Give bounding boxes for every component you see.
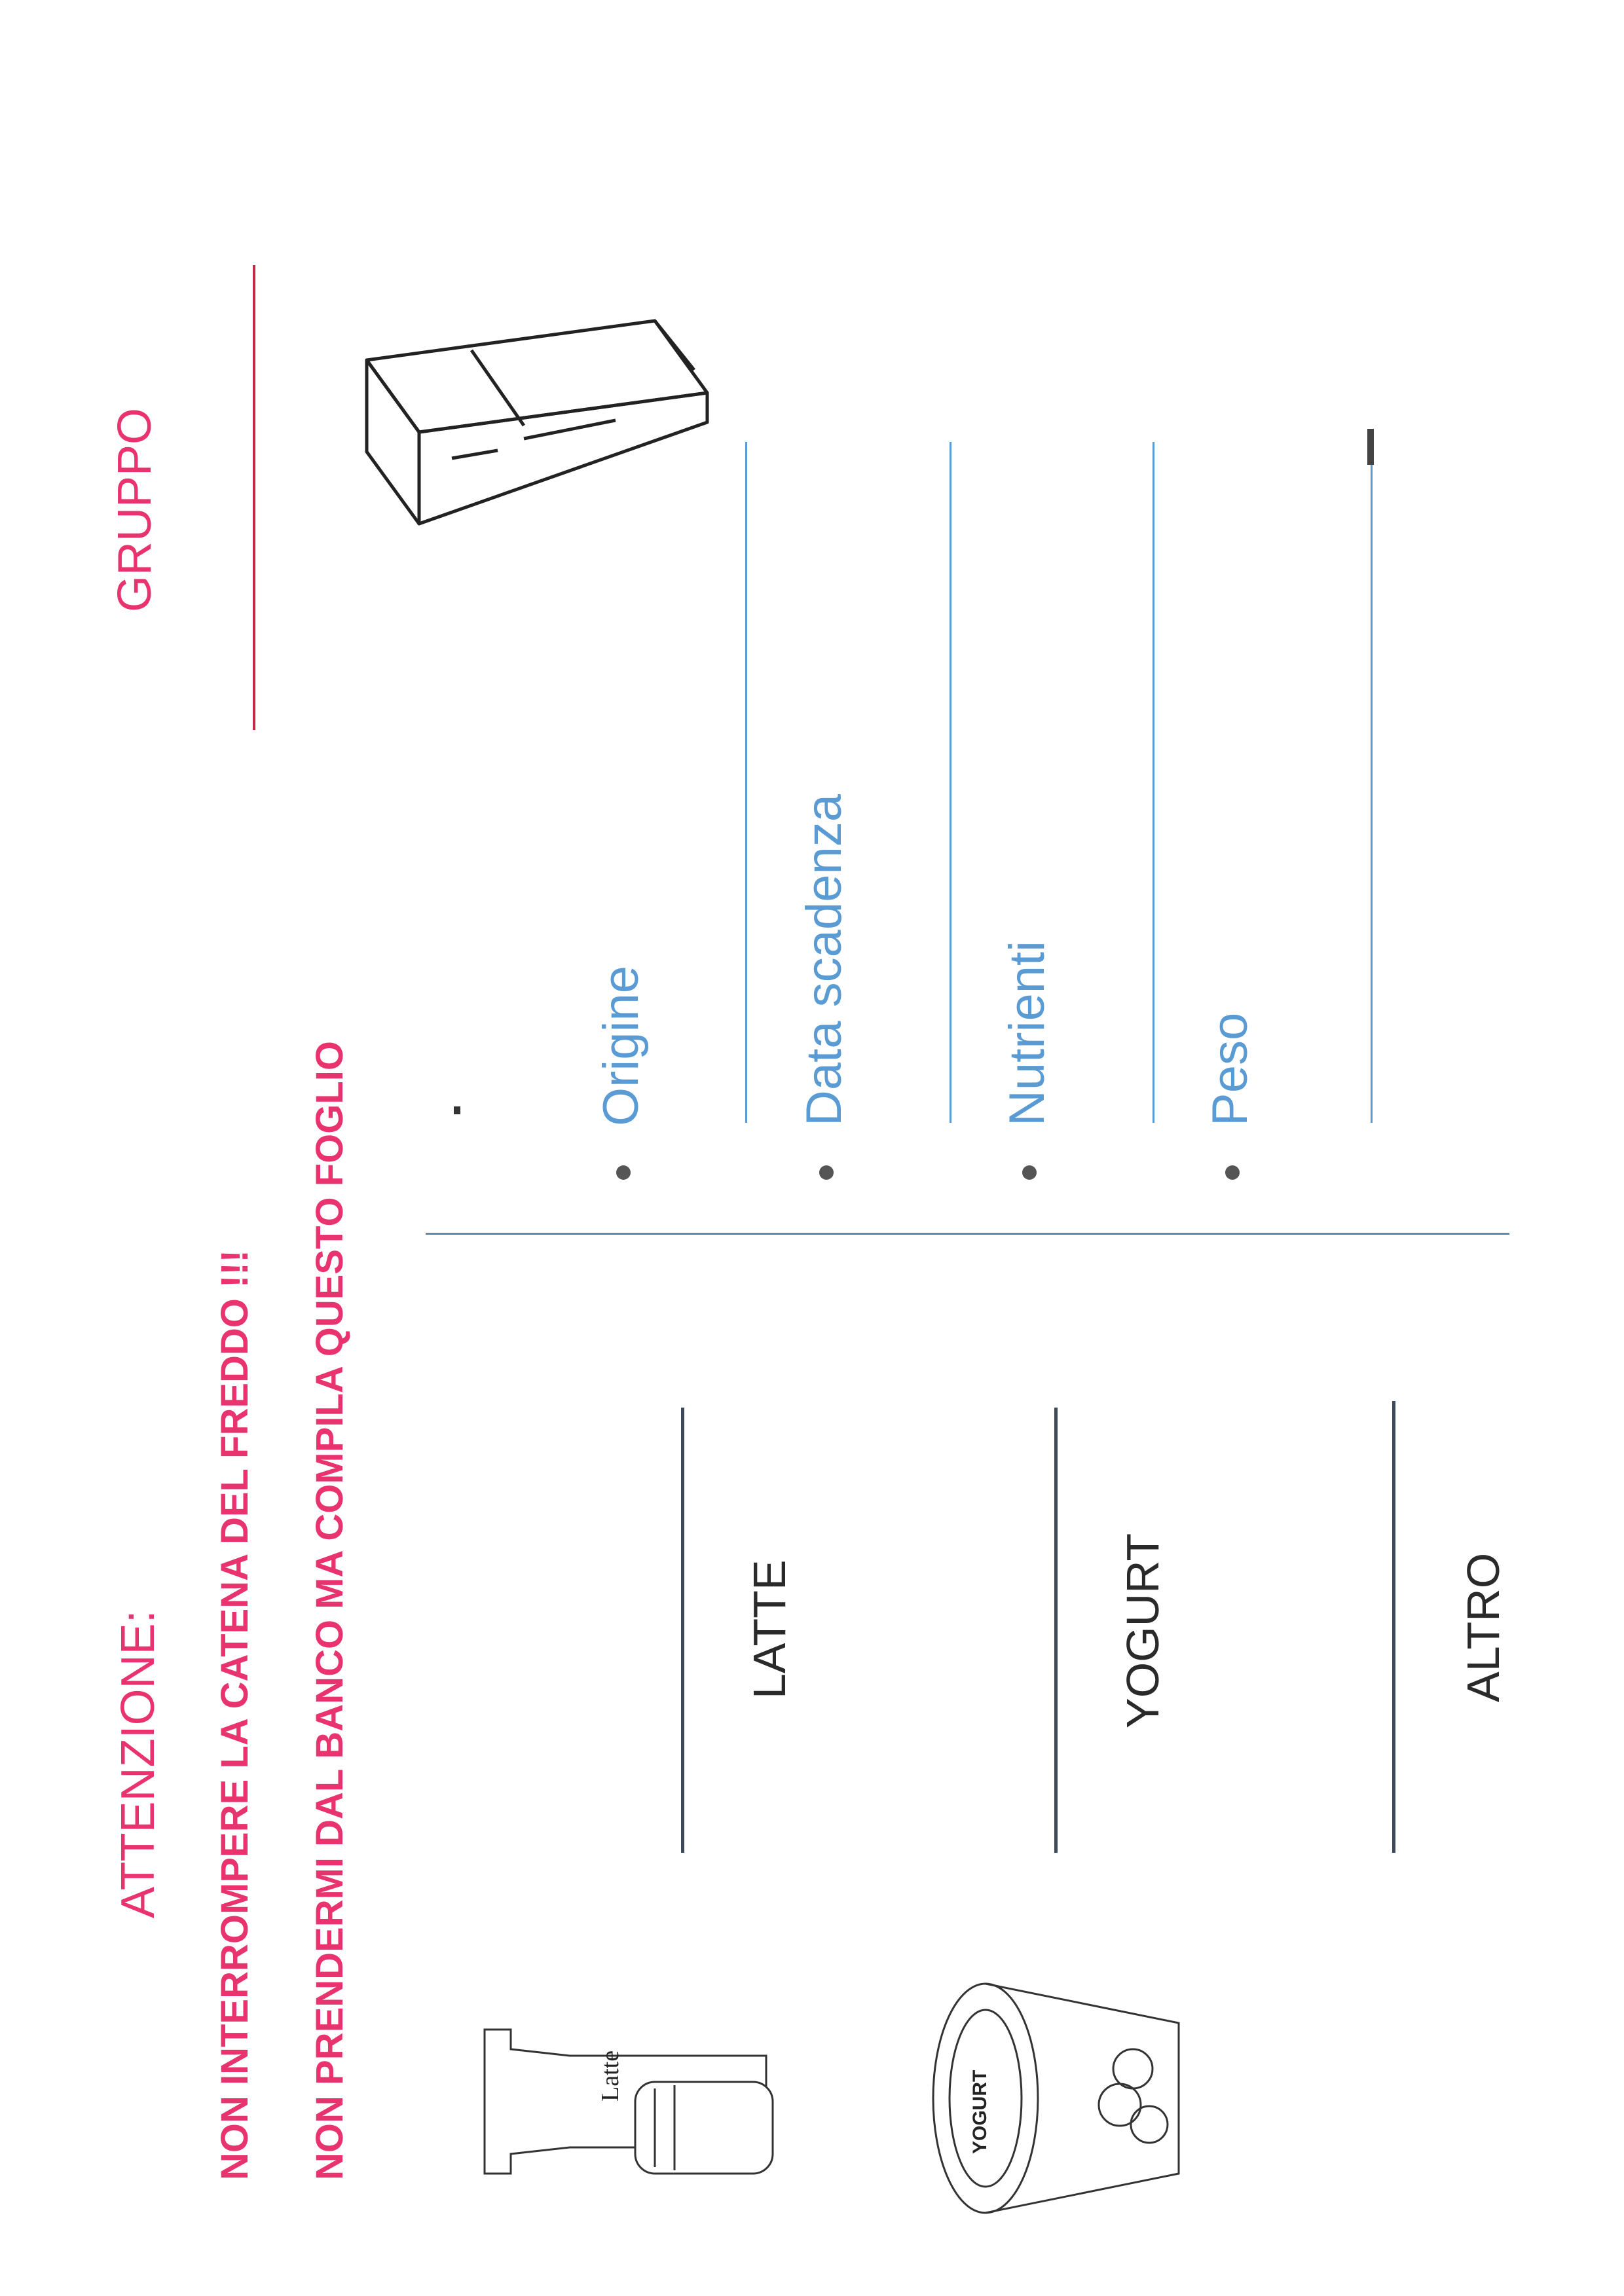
line-yogurt[interactable] <box>1054 1408 1058 1853</box>
field-line-extra-mark <box>1367 429 1374 465</box>
field-line-peso[interactable] <box>1153 442 1154 1123</box>
bullet <box>1225 1165 1240 1180</box>
attention-title: ATTENZIONE: <box>112 1610 164 1918</box>
field-peso: Peso <box>1202 1012 1258 1126</box>
milk-icon <box>478 1990 805 2200</box>
yogurt-icon <box>923 1971 1205 2226</box>
bullet <box>616 1165 631 1180</box>
field-data-scadenza: Data scadenza <box>796 794 852 1126</box>
milk-label: Latte <box>597 2050 624 2102</box>
warning-line-2: NON PRENDERMI DAL BANCO MA COMPILA QUESTO FOGLIO <box>308 1040 351 2180</box>
group-line <box>253 265 255 730</box>
stray-mark <box>454 1106 460 1114</box>
group-label: GRUPPO <box>109 407 161 612</box>
fridge-icon <box>354 308 720 543</box>
product-altro: ALTRO <box>1458 1552 1509 1702</box>
section-separator <box>426 1233 1509 1235</box>
field-line-data-scadenza[interactable] <box>745 442 747 1123</box>
yogurt-lid-label: YOGURT <box>969 2069 991 2154</box>
field-nutrienti: Nutrienti <box>999 941 1055 1126</box>
warning-line-1: NON INTERROMPERE LA CATENA DEL FREDDO !!! <box>213 1250 256 2180</box>
product-yogurt: YOGURT <box>1117 1533 1168 1728</box>
line-latte[interactable] <box>681 1408 684 1853</box>
field-origine: Origine <box>593 966 649 1126</box>
line-altro[interactable] <box>1392 1401 1395 1853</box>
field-line-nutrienti[interactable] <box>950 442 951 1123</box>
field-line-extra[interactable] <box>1371 432 1373 1123</box>
product-latte: LATTE <box>744 1559 795 1699</box>
bullet <box>819 1165 834 1180</box>
bullet <box>1022 1165 1037 1180</box>
